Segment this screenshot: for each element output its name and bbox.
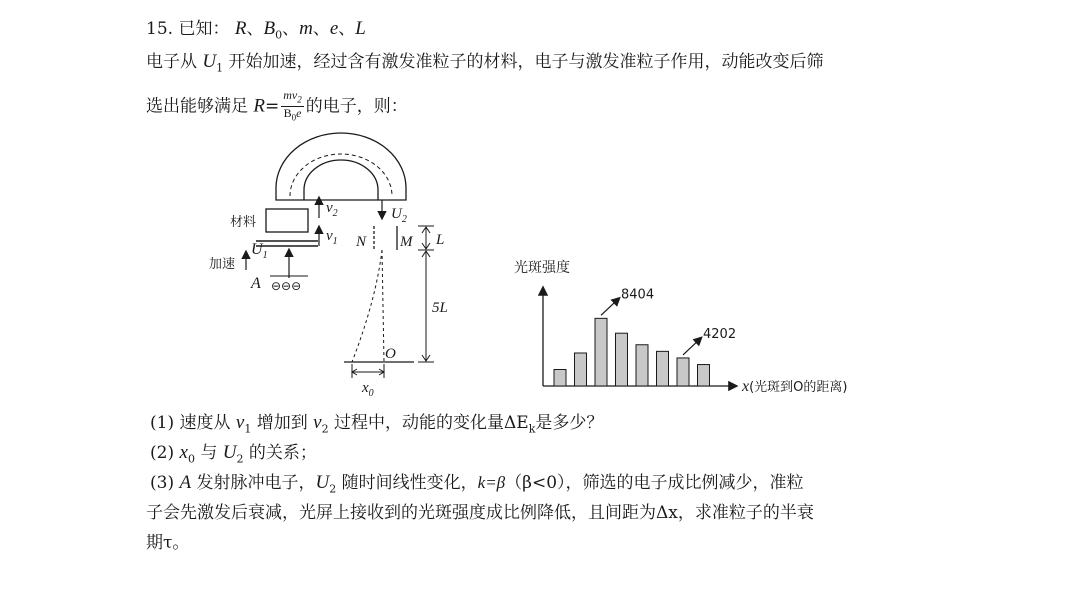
- U2-label: $U_2$: [391, 206, 407, 225]
- question-number: (2): [150, 443, 175, 463]
- material-block: [266, 209, 308, 232]
- q-text: 的关系；: [243, 443, 317, 463]
- known-prefix: 已知：: [178, 19, 230, 39]
- x0-label: $x_0$: [362, 380, 374, 399]
- annotation-label: 8404: [621, 287, 655, 303]
- frac-den-e: e: [296, 106, 302, 121]
- O-label: O: [385, 346, 396, 362]
- chart-bar: [595, 318, 607, 386]
- sub: 2: [236, 452, 244, 466]
- trajectory-straight: [382, 250, 384, 362]
- question-number: (1): [150, 413, 175, 433]
- sep: 、: [338, 19, 356, 39]
- v1-label: $v_1$: [326, 228, 338, 247]
- electrons-label: ⊖⊖⊖: [271, 279, 302, 293]
- sub: 1: [244, 422, 252, 436]
- known-var-B: B: [263, 18, 276, 39]
- M-label: M: [400, 234, 413, 250]
- q-text: 发射脉冲电子，: [191, 473, 316, 493]
- chart-xlabel: x(光斑到O的距离): [742, 378, 848, 395]
- question-3-line-2: 子会先激发后衰减，光屏上接收到的光斑强度成比例降低，且间距为Δx，求准粒子的半衰: [146, 503, 814, 523]
- known-var-L: L: [355, 18, 366, 39]
- intro-text: 电子从: [146, 52, 203, 72]
- q-text: 速度从: [179, 413, 236, 433]
- accel-label: 加速: [209, 257, 236, 272]
- magnet-arch: [276, 133, 406, 200]
- intensity-chart: [514, 259, 848, 395]
- sub: 0: [187, 452, 195, 466]
- N-label: N: [356, 234, 367, 250]
- question-2: [150, 438, 317, 465]
- q-text: 增加到: [251, 413, 314, 433]
- sub: 2: [329, 482, 337, 496]
- sub: 2: [321, 422, 329, 436]
- chart-bar: [636, 345, 648, 386]
- sub: k: [528, 422, 536, 436]
- chart-bar: [554, 370, 566, 387]
- q-text: 过程中，动能的变化量ΔE: [328, 413, 529, 433]
- intro-text: 的电子，则：: [305, 96, 408, 117]
- known-B-sub: 0: [275, 28, 283, 42]
- U1-label: $U_1$: [251, 241, 268, 261]
- chart-ylabel: 光斑强度: [514, 260, 570, 276]
- q-text: 与: [194, 443, 223, 463]
- intro-text: 开始加速，经过含有激发准粒子的材料，电子与激发准粒子作用，动能改变后筛: [223, 52, 824, 72]
- v2-label: $v_2$: [326, 200, 338, 219]
- trajectory-deflected: [352, 250, 382, 362]
- var-v: v: [235, 412, 245, 433]
- var-v: v: [313, 412, 322, 433]
- question-1: [150, 408, 603, 435]
- A-label: A: [251, 275, 261, 292]
- chart-bar: [698, 365, 710, 386]
- frac-den: B: [283, 106, 292, 121]
- q-text: 是多少？: [535, 413, 604, 433]
- sub: 0: [291, 112, 297, 123]
- q-text: （β<0），筛选的电子成比例减少，准粒: [505, 473, 804, 493]
- known-var-e: e: [329, 18, 339, 39]
- sub: 2: [297, 94, 302, 105]
- frac-num: mv: [283, 88, 298, 102]
- sub: 1: [216, 61, 224, 75]
- var-k: k=β: [477, 473, 506, 492]
- sep: 、: [246, 19, 264, 39]
- material-label: 材料: [230, 215, 257, 230]
- intro-text: 选出能够满足: [146, 96, 254, 117]
- annotation-label: 4202: [703, 326, 737, 342]
- annotation-arrow: [683, 338, 701, 355]
- var-U: U: [202, 51, 217, 72]
- annotation-arrow: [601, 298, 619, 315]
- known-var-m: m: [299, 18, 313, 39]
- var-R: R: [253, 95, 266, 117]
- problem-number: 15.: [146, 19, 174, 39]
- question-3-line-1: [150, 468, 804, 495]
- q-text: 随时间线性变化，: [336, 473, 478, 493]
- chart-bar: [616, 333, 628, 386]
- sep: 、: [312, 19, 330, 39]
- chart-bar: [657, 351, 669, 386]
- chart-bar: [677, 358, 689, 386]
- var-U: U: [222, 442, 237, 463]
- chart-bar: [575, 353, 587, 386]
- question-3-line-3: 期τ。: [146, 533, 190, 553]
- question-number: (3): [150, 473, 175, 493]
- var-A: A: [179, 472, 192, 493]
- known-var-R: R: [234, 18, 247, 39]
- L-label: L: [436, 232, 445, 248]
- var-x: x: [179, 442, 188, 463]
- fiveL-label: 5L: [432, 300, 448, 316]
- var-U: U: [315, 472, 330, 493]
- equals: =: [265, 96, 280, 117]
- sep: 、: [282, 19, 300, 39]
